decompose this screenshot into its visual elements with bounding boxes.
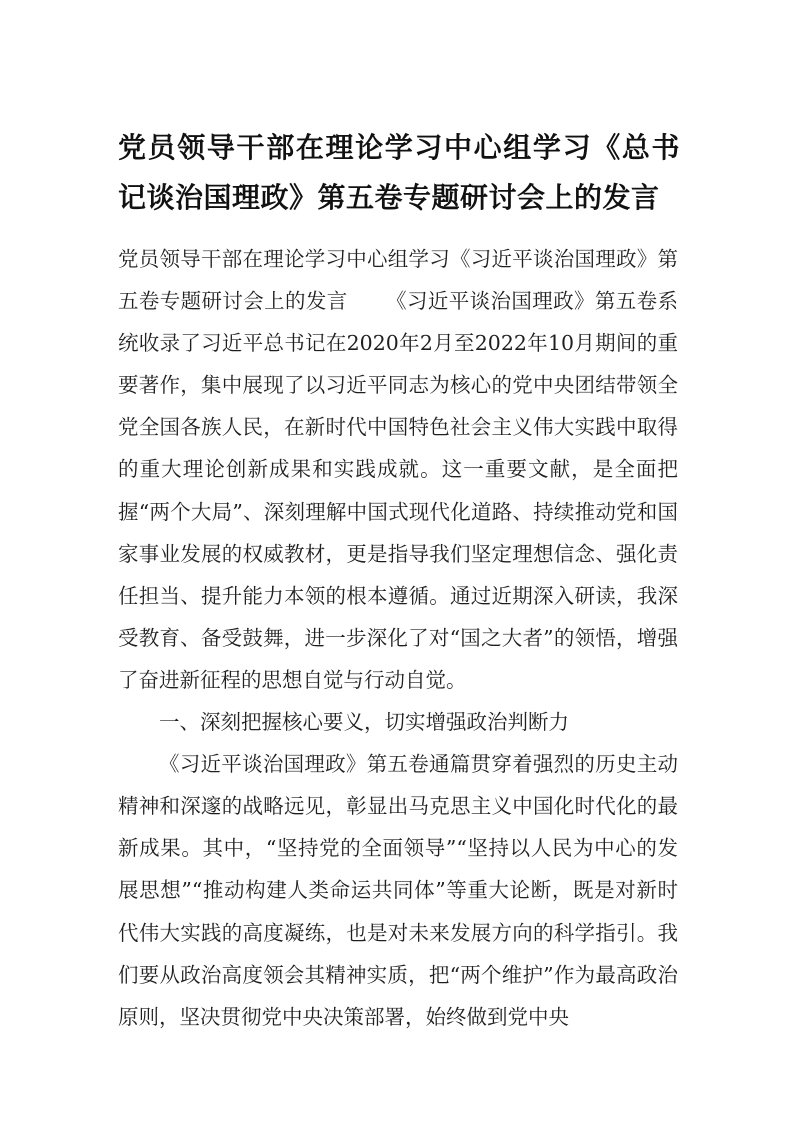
intro-paragraph: 党员领导干部在理论学习中心组学习《习近平谈治国理政》第五卷专题研讨会上的发言 《习近平谈治国理政》第五卷系统收录了习近平总书记在2020年2月至2022年10月期间的重要著作，集中展现了以习近平同志为核心的党中央团结带领全党全国各族人民，在新时代中国特色社会主义伟大实践中取得的重大理论创新成果和实践成就。这一重要文献，是全面把握“两个大局”、深刻理解中国式现代化道路、持续推动党和国家事业发展的权威教材，更是指导我们坚定理想信念、强化责任担当、提升能力本领的根本遵循。通过近期深入研读，我深受教育、备受鼓舞，进一步深化了对“国之大者”的领悟，增强了奋进新征程的思想自觉与行动自觉。 [118,247,678,692]
section-1-paragraph: 《习近平谈治国理政》第五卷通篇贯穿着强烈的历史主动精神和深邃的战略远见，彰显出马克思主义中国化时代化的最新成果。其中，“坚持党的全面领导”“坚持以人民为中心的发展思想”“推动构建人类命运共同体”等重大论断，既是对新时代伟大实践的高度凝练，也是对未来发展方向的科学指引。我们要从政治高度领会其精神实质，把“两个维护”作为最高政治原则，坚决贯彻党中央决策部署，始终做到党中央 [118,752,678,1029]
section-heading-1: 一、深刻把握核心要义，切实增强政治判断力 [159,710,569,735]
document-title: 党员领导干部在理论学习中心组学习《总书记谈治国理政》第五卷专题研讨会上的发言 [118,131,680,214]
document-body [118,238,678,1038]
